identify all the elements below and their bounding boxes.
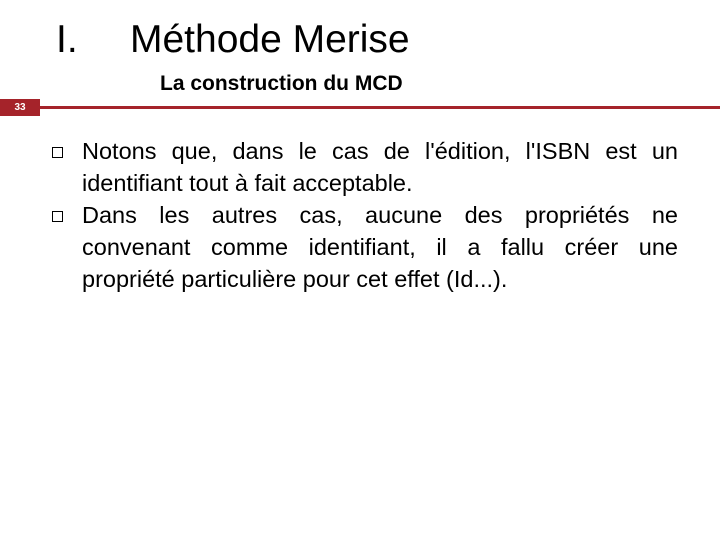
bullet-item xyxy=(52,135,678,199)
title-numeral: I. xyxy=(56,18,78,61)
hollow-square-bullet-icon xyxy=(52,147,63,158)
bullet-text: Dans les autres cas, aucune des propriétés ne convenant comme identifiant, il a fallu créer une propriété particulière pour cet effet (Id...). xyxy=(82,202,678,292)
title-text: Méthode Merise xyxy=(130,18,410,61)
slide-body xyxy=(52,135,678,295)
slide-number-badge: 33 xyxy=(0,99,40,116)
hollow-square-bullet-icon xyxy=(52,211,63,222)
divider-line xyxy=(0,106,720,109)
bullet-item xyxy=(52,199,678,295)
slide-subtitle: La construction du MCD xyxy=(160,72,403,95)
header-rule xyxy=(0,99,720,116)
bullet-text: Notons que, dans le cas de l'édition, l'ISBN est un identifiant tout à fait acceptable. xyxy=(82,138,678,196)
